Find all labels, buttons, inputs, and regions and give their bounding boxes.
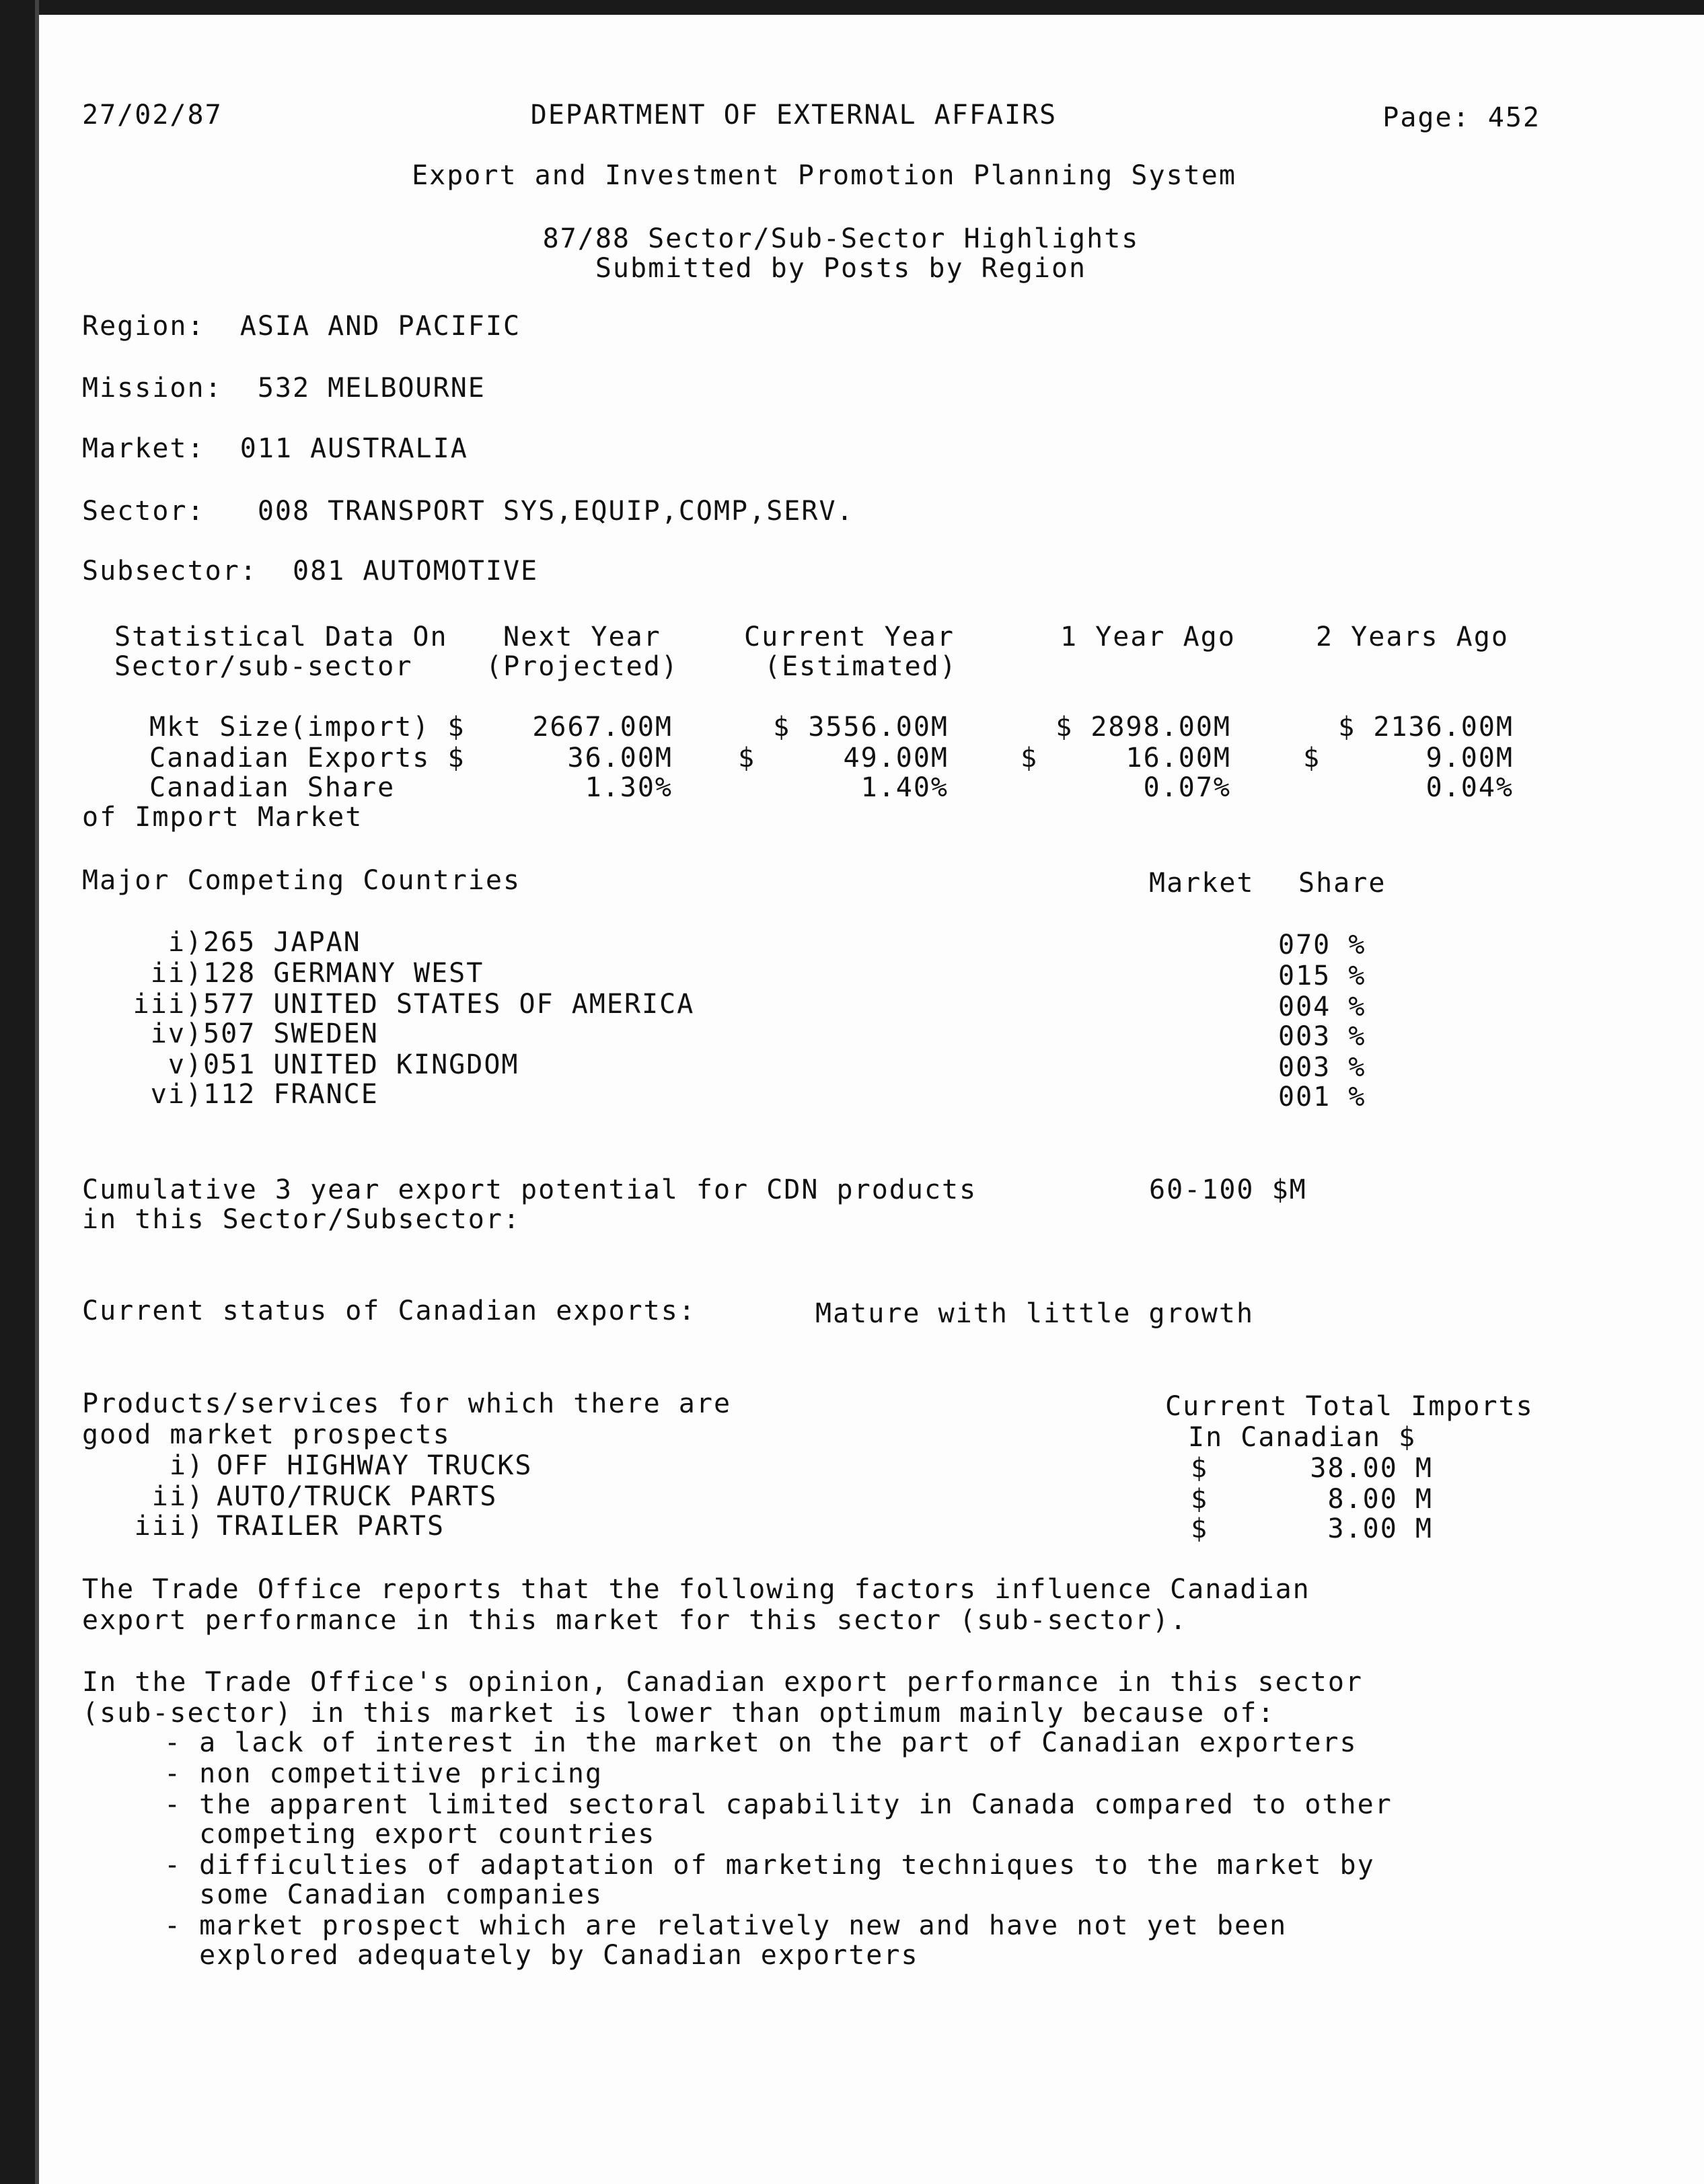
factors-paragraph-2: export performance in this market for this sector (sub-sector).	[82, 1605, 1188, 1636]
competitor-number: ii)	[150, 958, 203, 989]
subsector-field: Subsector: 081 AUTOMOTIVE	[82, 556, 539, 587]
competitor-number: i)	[168, 927, 203, 958]
product-value: 38.00 M	[1310, 1453, 1433, 1484]
scan-top-edge	[0, 0, 1704, 15]
stats-cell-1-year-ago: $ 16.00M	[1021, 743, 1231, 774]
product-name: AUTO/TRUCK PARTS	[217, 1481, 498, 1512]
stats-cell-next: 1.30%	[585, 772, 673, 803]
potential-value: 60-100 $M	[1149, 1174, 1307, 1205]
competitor-share: 001 %	[1278, 1082, 1366, 1113]
stats-header-label: Statistical Data On	[114, 622, 448, 652]
market-field: Market: 011 AUSTRALIA	[82, 433, 468, 464]
competitor-share: 004 %	[1278, 991, 1366, 1022]
scan-left-edge	[0, 0, 35, 2184]
page-number: Page: 452	[1382, 102, 1541, 133]
competitor-name: 112 FRANCE	[203, 1079, 379, 1110]
stats-cell-2-years-ago: $ 2136.00M	[1338, 712, 1514, 743]
competitor-name: 577 UNITED STATES OF AMERICA	[203, 989, 695, 1020]
stats-header-2-years-ago: 2 Years Ago	[1316, 622, 1509, 652]
product-name: OFF HIGHWAY TRUCKS	[217, 1450, 533, 1481]
stats-cell-next: 36.00M	[567, 743, 673, 774]
report-date: 27/02/87	[82, 100, 223, 130]
potential-label-2: in this Sector/Subsector:	[82, 1204, 521, 1235]
opinion-bullet: - difficulties of adaptation of marketing techniques to the market by	[164, 1850, 1375, 1881]
competitors-col-share: Share	[1298, 868, 1386, 899]
opinion-bullet: explored adequately by Canadian exporters	[164, 1940, 919, 1971]
opinion-bullet: - market prospect which are relatively new and have not yet been	[164, 1910, 1288, 1941]
competitor-name: 128 GERMANY WEST	[203, 958, 484, 989]
competitors-col-market: Market	[1149, 868, 1255, 899]
system-title: Export and Investment Promotion Planning System	[412, 160, 1236, 191]
stats-share-suffix: of Import Market	[82, 802, 363, 833]
competitor-number: vi)	[150, 1079, 203, 1110]
scan-left-edge-shadow	[35, 0, 39, 2184]
stats-cell-2-years-ago: 0.04%	[1425, 772, 1514, 803]
competitor-name: 265 JAPAN	[203, 927, 361, 958]
competitor-share: 003 %	[1278, 1021, 1366, 1052]
competitor-name: 507 SWEDEN	[203, 1018, 379, 1049]
competitor-share: 070 %	[1278, 930, 1366, 961]
product-value: 8.00 M	[1327, 1484, 1433, 1515]
product-number: iii)	[134, 1511, 205, 1542]
product-value: 3.00 M	[1327, 1513, 1433, 1544]
stats-cell-2-years-ago: $ 9.00M	[1303, 743, 1514, 774]
opinion-bullet: - non competitive pricing	[164, 1758, 603, 1789]
stats-row-label: Mkt Size(import) $	[149, 712, 466, 743]
opinion-paragraph: In the Trade Office's opinion, Canadian export performance in this sector	[82, 1667, 1363, 1698]
product-name: TRAILER PARTS	[217, 1511, 445, 1542]
opinion-bullet: some Canadian companies	[164, 1879, 603, 1910]
opinion-paragraph-2: (sub-sector) in this market is lower than optimum mainly because of:	[82, 1698, 1275, 1729]
mission-field: Mission: 532 MELBOURNE	[82, 373, 486, 404]
product-number: i)	[169, 1450, 205, 1481]
products-label: Products/services for which there are	[82, 1388, 732, 1419]
potential-label: Cumulative 3 year export potential for CDN products	[82, 1174, 977, 1205]
competitor-share: 015 %	[1278, 961, 1366, 991]
products-label-2: good market prospects	[82, 1419, 451, 1450]
products-col-canadian: In Canadian $	[1188, 1422, 1417, 1453]
stats-header-1-year-ago: 1 Year Ago	[1060, 622, 1236, 652]
competitor-number: iv)	[150, 1018, 203, 1049]
stats-header-current-year: Current Year	[744, 622, 955, 652]
stats-header-projected: (Projected)	[486, 651, 679, 682]
competitors-title: Major Competing Countries	[82, 865, 521, 896]
region-field: Region: ASIA AND PACIFIC	[82, 311, 521, 342]
stats-row-label: Canadian Share	[149, 772, 396, 803]
opinion-bullet: competing export countries	[164, 1819, 656, 1850]
stats-header-label-2: Sector/sub-sector	[114, 651, 413, 682]
product-number: ii)	[151, 1481, 205, 1512]
stats-cell-current: $ 49.00M	[738, 743, 949, 774]
stats-cell-current: 1.40%	[860, 772, 949, 803]
stats-cell-next: 2667.00M	[532, 712, 673, 743]
status-value: Mature with little growth	[815, 1298, 1255, 1329]
department-title: DEPARTMENT OF EXTERNAL AFFAIRS	[530, 100, 1058, 130]
stats-cell-1-year-ago: 0.07%	[1143, 772, 1231, 803]
report-subtitle-2: Submitted by Posts by Region	[595, 253, 1087, 284]
competitor-name: 051 UNITED KINGDOM	[203, 1049, 519, 1080]
stats-cell-1-year-ago: $ 2898.00M	[1055, 712, 1231, 743]
product-currency: $	[1191, 1484, 1209, 1515]
stats-cell-current: $ 3556.00M	[773, 712, 949, 743]
opinion-bullet: - the apparent limited sectoral capability in Canada compared to other	[164, 1789, 1393, 1820]
product-currency: $	[1191, 1453, 1209, 1484]
sector-field: Sector: 008 TRANSPORT SYS,EQUIP,COMP,SERV.	[82, 496, 854, 527]
status-label: Current status of Canadian exports:	[82, 1295, 696, 1326]
opinion-bullet: - a lack of interest in the market on the part of Canadian exporters	[164, 1727, 1358, 1758]
competitor-share: 003 %	[1278, 1052, 1366, 1083]
competitor-number: v)	[168, 1049, 203, 1080]
stats-header-estimated: (Estimated)	[764, 651, 957, 682]
stats-header-next-year: Next Year	[503, 622, 661, 652]
report-subtitle: 87/88 Sector/Sub-Sector Highlights	[542, 223, 1140, 254]
stats-row-label: Canadian Exports $	[149, 743, 466, 774]
product-currency: $	[1191, 1513, 1209, 1544]
factors-paragraph: The Trade Office reports that the following factors influence Canadian	[82, 1574, 1310, 1605]
competitor-number: iii)	[133, 989, 203, 1020]
products-col-current-total: Current Total Imports	[1165, 1391, 1534, 1422]
